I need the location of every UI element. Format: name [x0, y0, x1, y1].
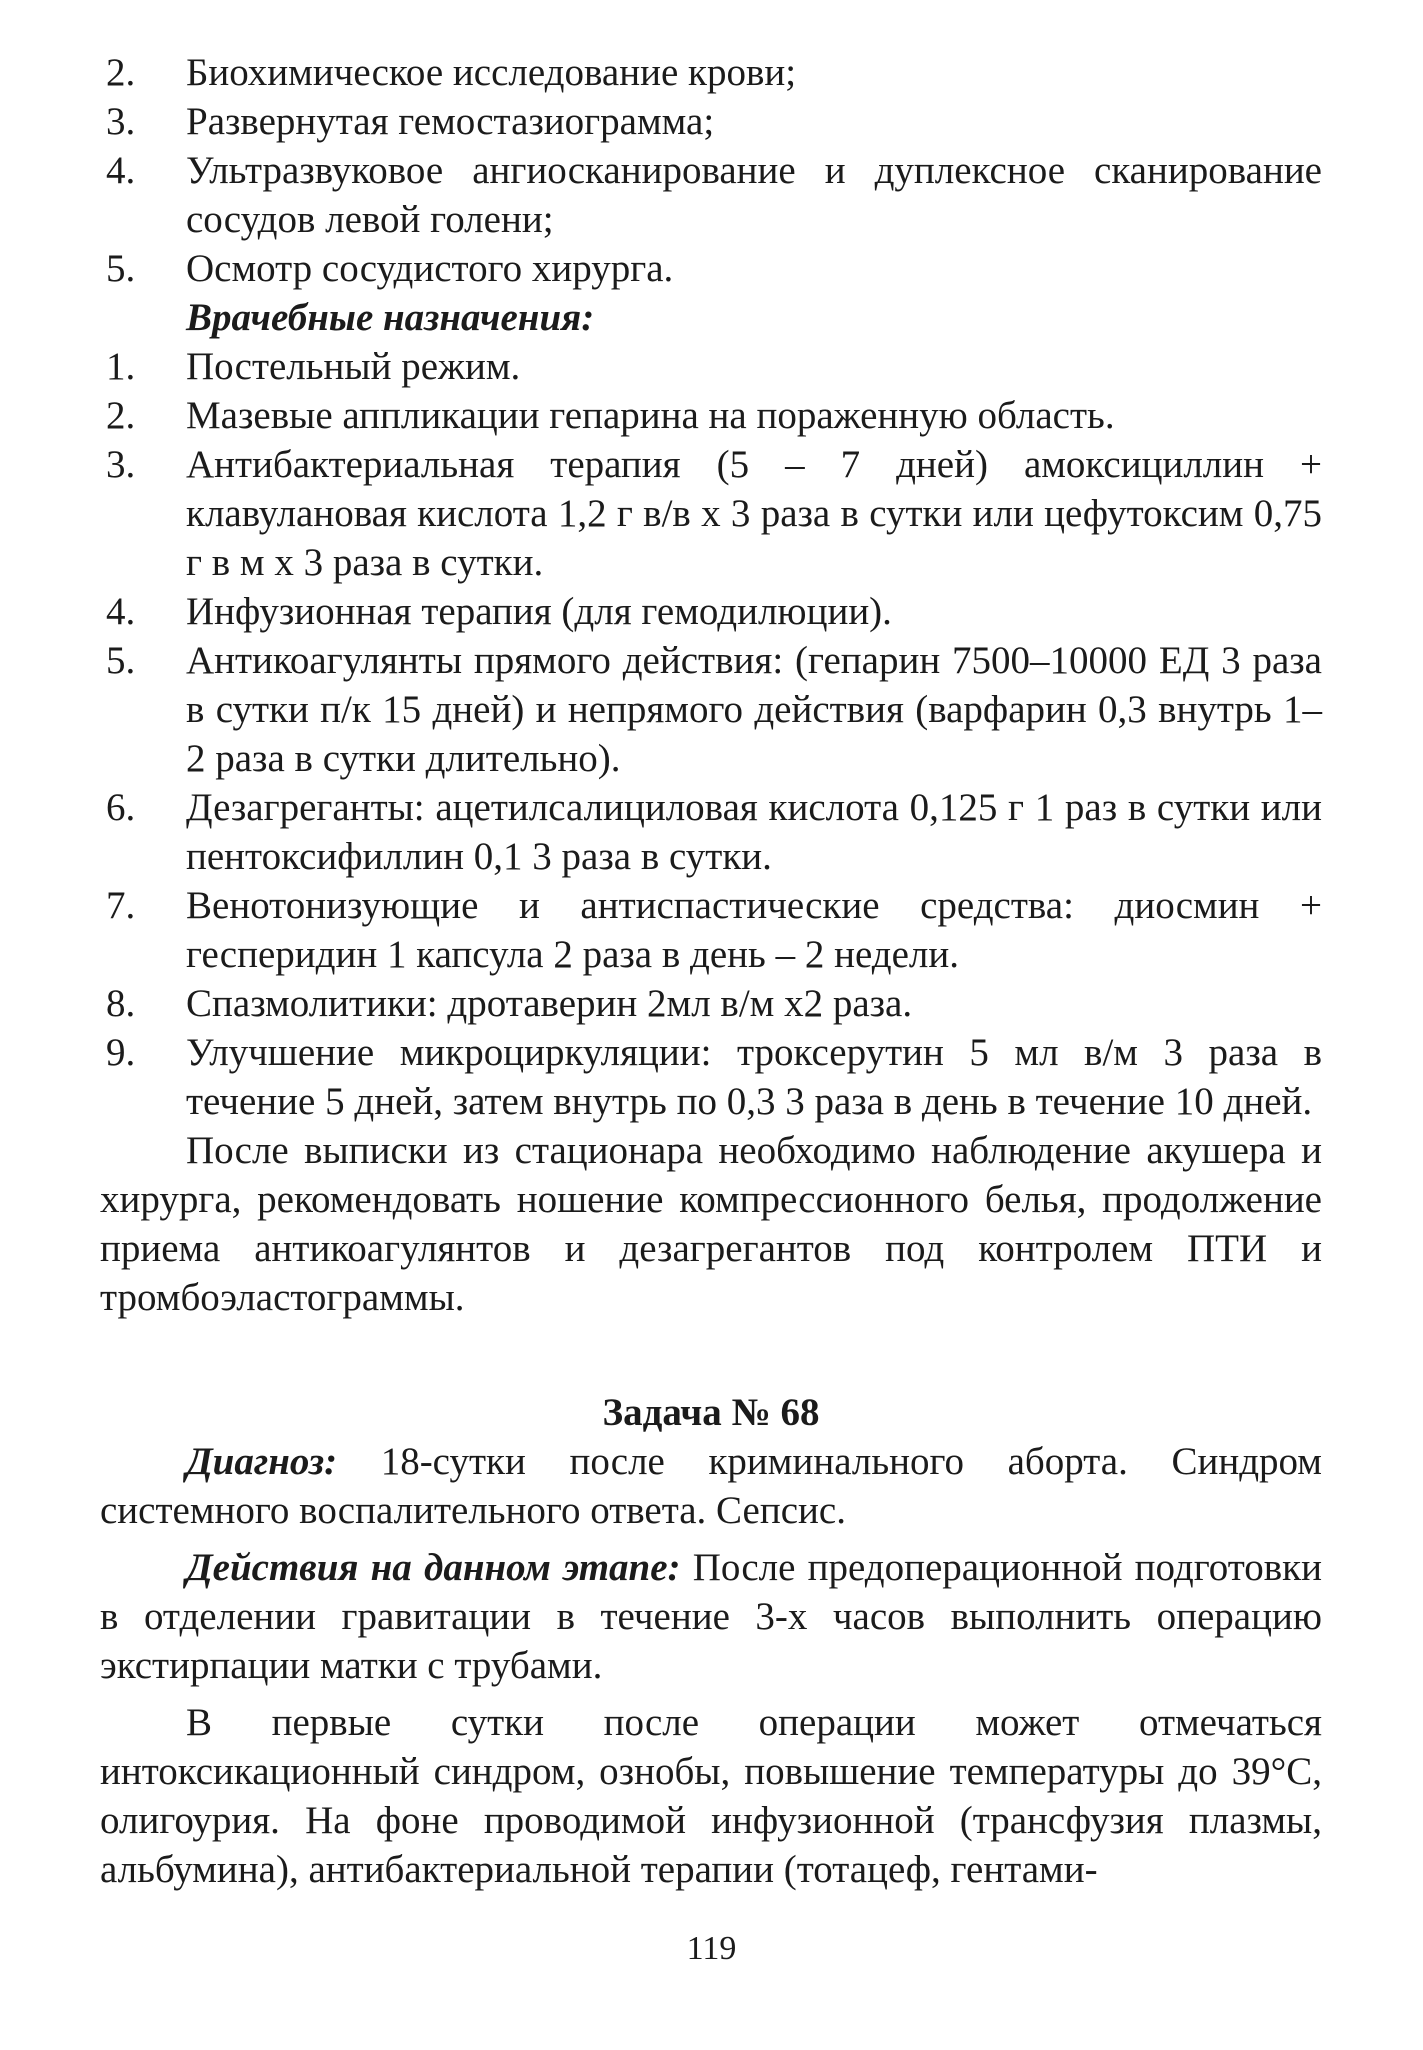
prescriptions-list — [100, 342, 1322, 1126]
list-number: 5. — [106, 639, 136, 682]
page-body — [100, 48, 1322, 1894]
page-number: 119 — [686, 1930, 737, 1967]
list-item — [100, 1028, 1322, 1126]
list-number: 7. — [106, 884, 136, 927]
list-text: Антибактериальная терапия (5 – 7 дней) амоксициллин + клавулановая кислота 1,2 г в/в х 3 раза в сутки или цефутоксим 0,75 г в м х 3 раза в сутки. — [186, 443, 1322, 584]
list-text: Постельный режим. — [186, 345, 521, 388]
list-number: 2. — [106, 51, 136, 94]
list-text: Развернутая гемостазиограмма; — [186, 100, 715, 143]
list-item — [100, 48, 1322, 97]
diagnosis-label: Диагноз: — [186, 1440, 338, 1483]
list-number: 8. — [106, 982, 136, 1025]
list-text: Венотонизующие и антиспастические средства: диосмин + гесперидин 1 капсула 2 раза в день – 2 недели. — [186, 884, 1322, 976]
diagnosis-paragraph — [100, 1437, 1322, 1535]
list-text: Спазмолитики: дротаверин 2мл в/м х2 раза. — [186, 982, 913, 1025]
postop-paragraph: В первые сутки после операции может отмечаться интоксикационный синдром, ознобы, повышение температуры до 39°С, олигоурия. На фоне проводимой инфузионной (трансфузия плазмы, альбумина), антибактериальной терапии (тотацеф, гентами- — [100, 1701, 1322, 1891]
task-title: Задача № 68 — [602, 1391, 820, 1434]
list-item — [100, 636, 1322, 783]
list-item — [100, 244, 1322, 293]
list-number: 2. — [106, 394, 136, 437]
list-text: Осмотр сосудистого хирурга. — [186, 247, 674, 290]
actions-label: Действия на данном этапе: — [186, 1546, 681, 1589]
list-text: Мазевые аппликации гепарина на пораженную область. — [186, 394, 1115, 437]
actions-paragraph — [100, 1543, 1322, 1690]
list-number: 9. — [106, 1031, 136, 1074]
list-item — [100, 342, 1322, 391]
discharge-paragraph: После выписки из стационара необходимо наблюдение акушера и хирурга, рекомендовать ношение компрессионного белья, продолжение приема антикоагулянтов и дезагрегантов под контролем ПТИ и тромбоэластограммы. — [100, 1129, 1322, 1319]
list-item — [100, 587, 1322, 636]
exam-list — [100, 48, 1322, 293]
list-number: 4. — [106, 590, 136, 633]
list-item — [100, 97, 1322, 146]
list-number: 1. — [106, 345, 136, 388]
list-text: Антикоагулянты прямого действия: (гепарин 7500–10000 ЕД 3 раза в сутки п/к 15 дней) и непрямого действия (варфарин 0,3 внутрь 1–2 раза в сутки длительно). — [186, 639, 1322, 780]
list-number: 3. — [106, 443, 136, 486]
list-item — [100, 391, 1322, 440]
list-item — [100, 881, 1322, 979]
list-text: Инфузионная терапия (для гемодилюции). — [186, 590, 892, 633]
list-number: 6. — [106, 786, 136, 829]
list-number: 4. — [106, 149, 136, 192]
list-item — [100, 783, 1322, 881]
list-number: 3. — [106, 100, 136, 143]
list-text: Ультразвуковое ангиосканирование и дуплексное сканирование сосудов левой голени; — [186, 149, 1322, 241]
list-item — [100, 979, 1322, 1028]
diagnosis-text: 18-сутки после криминального аборта. Синдром системного воспалительного ответа. Сепсис. — [100, 1440, 1322, 1532]
list-number: 5. — [106, 247, 136, 290]
list-text: Биохимическое исследование крови; — [186, 51, 797, 94]
prescriptions-heading: Врачебные назначения: — [186, 296, 595, 339]
actions-text: После предоперационной подготовки в отделении гравитации в течение 3-х часов выполнить операцию экстирпации матки с трубами. — [100, 1546, 1322, 1687]
list-text: Улучшение микроциркуляции: троксерутин 5 мл в/м 3 раза в течение 5 дней, затем внутрь по 0,3 3 раза в день в течение 10 дней. — [186, 1031, 1322, 1123]
list-text: Дезагреганты: ацетилсалициловая кислота 0,125 г 1 раз в сутки или пентоксифиллин 0,1 3 раза в сутки. — [186, 786, 1322, 878]
list-item — [100, 440, 1322, 587]
list-item — [100, 146, 1322, 244]
